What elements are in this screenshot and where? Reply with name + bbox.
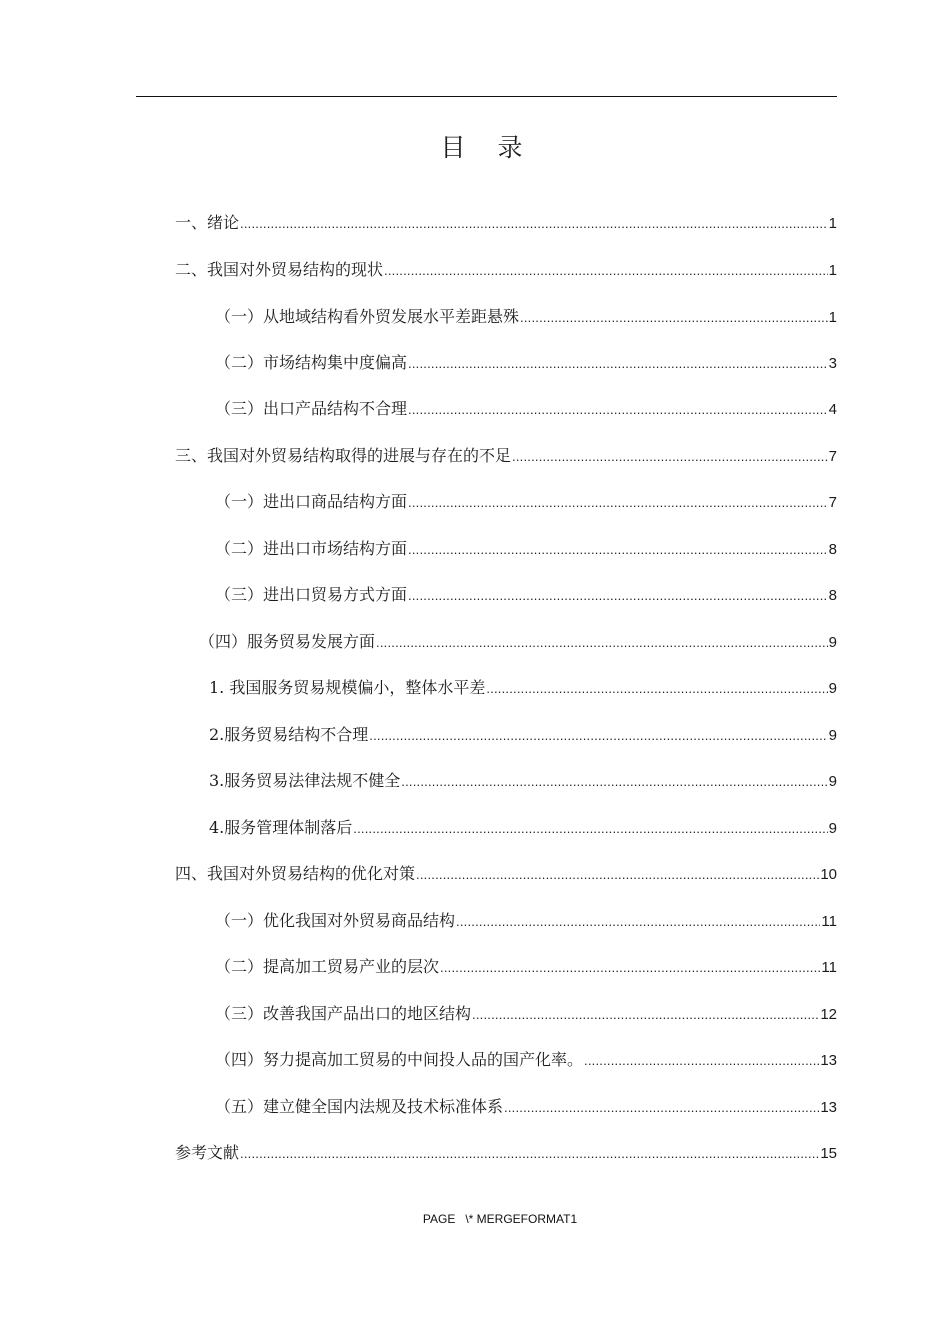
toc-entry-label: 1. 我国服务贸易规模偏小，整体水平差	[209, 678, 486, 697]
toc-entry[interactable]	[209, 721, 837, 749]
toc-entry-label: （四）服务贸易发展方面	[199, 632, 376, 651]
toc-entry-page: 3	[828, 355, 837, 372]
toc-entry-label: （一）进出口商品结构方面	[215, 492, 408, 511]
toc-entry-label: （四）努力提高加工贸易的中间投人品的国产化率。	[215, 1050, 584, 1069]
toc-entry[interactable]	[215, 907, 837, 935]
toc-entry-label: （二）市场结构集中度偏高	[215, 353, 408, 372]
toc-entry-page: 13	[820, 1052, 837, 1069]
toc-dot-leader	[369, 722, 827, 750]
toc-entry-page: 1	[828, 262, 837, 279]
toc-entry-page: 15	[820, 1145, 837, 1162]
toc-entry-page: 9	[828, 680, 837, 697]
toc-entry-page: 1	[828, 215, 837, 232]
toc-entry-label: 一、绪论	[175, 213, 240, 232]
toc-entry-page: 9	[828, 727, 837, 744]
toc-dot-leader	[401, 768, 827, 796]
toc-entry[interactable]	[199, 628, 837, 656]
toc-entry-page: 1	[828, 309, 837, 326]
toc-entry-page: 11	[821, 913, 837, 930]
toc-dot-leader	[408, 489, 828, 517]
page-footer-field: PAGE \* MERGEFORMAT1	[422, 1212, 578, 1226]
toc-dot-leader	[440, 954, 820, 982]
toc-entry-label: （三）出口产品结构不合理	[215, 399, 408, 418]
toc-entry[interactable]	[175, 860, 837, 888]
toc-entry-label: （一）从地域结构看外贸发展水平差距悬殊	[215, 307, 520, 326]
toc-entry-label: （一）优化我国对外贸易商品结构	[215, 911, 456, 930]
toc-entry-page: 7	[828, 448, 837, 465]
toc-entry[interactable]	[209, 814, 837, 842]
toc-title: 目 录	[440, 133, 535, 162]
toc-entry[interactable]	[215, 1046, 837, 1074]
toc-entry-label: （二）进出口市场结构方面	[215, 539, 408, 558]
toc-entry-label: 3.服务贸易法律法规不健全	[209, 771, 401, 790]
toc-entry[interactable]	[175, 1139, 837, 1167]
toc-entry[interactable]	[209, 674, 837, 702]
toc-dot-leader	[376, 629, 828, 657]
toc-entry-label: 2.服务贸易结构不合理	[209, 725, 369, 744]
toc-dot-leader	[408, 350, 828, 378]
toc-entry-label: 参考文献	[175, 1143, 240, 1162]
toc-entry-page: 10	[820, 866, 837, 883]
toc-entry-label: （二）提高加工贸易产业的层次	[215, 957, 440, 976]
toc-dot-leader	[408, 396, 828, 424]
toc-entry[interactable]	[215, 1093, 837, 1121]
toc-entry-page: 9	[828, 820, 837, 837]
toc-entry-label: （五）建立健全国内法规及技术标准体系	[215, 1097, 504, 1116]
toc-entry-label: （三）改善我国产品出口的地区结构	[215, 1004, 472, 1023]
toc-entry[interactable]	[175, 256, 837, 284]
header-rule	[136, 96, 837, 97]
toc-entry[interactable]	[215, 488, 837, 516]
toc-entry-page: 12	[820, 1006, 837, 1023]
toc-dot-leader	[504, 1094, 819, 1122]
toc-dot-leader	[240, 1140, 819, 1168]
toc-entry-page: 9	[828, 634, 837, 651]
toc-entry[interactable]	[215, 303, 837, 331]
toc-dot-leader	[520, 304, 828, 332]
toc-entry-page: 8	[828, 541, 837, 558]
toc-dot-leader	[408, 582, 828, 610]
toc-dot-leader	[486, 675, 827, 703]
toc-entry[interactable]	[215, 1000, 837, 1028]
toc-entry-page: 9	[828, 773, 837, 790]
toc-dot-leader	[584, 1047, 819, 1075]
toc-entry[interactable]	[215, 395, 837, 423]
toc-entry-page: 8	[828, 587, 837, 604]
toc-dot-leader	[416, 861, 819, 889]
toc-entry-label: 4.服务管理体制落后	[209, 818, 353, 837]
toc-entry-page: 11	[821, 959, 837, 976]
toc-dot-leader	[384, 257, 828, 285]
toc-dot-leader	[512, 443, 828, 471]
toc-entry[interactable]	[215, 349, 837, 377]
toc-entry-label: 四、我国对外贸易结构的优化对策	[175, 864, 416, 883]
toc-dot-leader	[408, 536, 828, 564]
toc-dot-leader	[240, 210, 828, 238]
toc-entry[interactable]	[215, 953, 837, 981]
toc-entry[interactable]	[209, 767, 837, 795]
toc-entry[interactable]	[175, 442, 837, 470]
toc-entry[interactable]	[215, 535, 837, 563]
toc-entry-page: 4	[828, 401, 837, 418]
toc-entry-label: （三）进出口贸易方式方面	[215, 585, 408, 604]
toc-dot-leader	[456, 908, 820, 936]
toc-dot-leader	[353, 815, 827, 843]
toc-dot-leader	[472, 1001, 819, 1029]
toc-entry[interactable]	[175, 209, 837, 237]
toc-entry[interactable]	[215, 581, 837, 609]
toc-entry-label: 二、我国对外贸易结构的现状	[175, 260, 384, 279]
toc-entry-label: 三、我国对外贸易结构取得的进展与存在的不足	[175, 446, 512, 465]
toc-entry-page: 7	[828, 494, 837, 511]
toc-entry-page: 13	[820, 1099, 837, 1116]
